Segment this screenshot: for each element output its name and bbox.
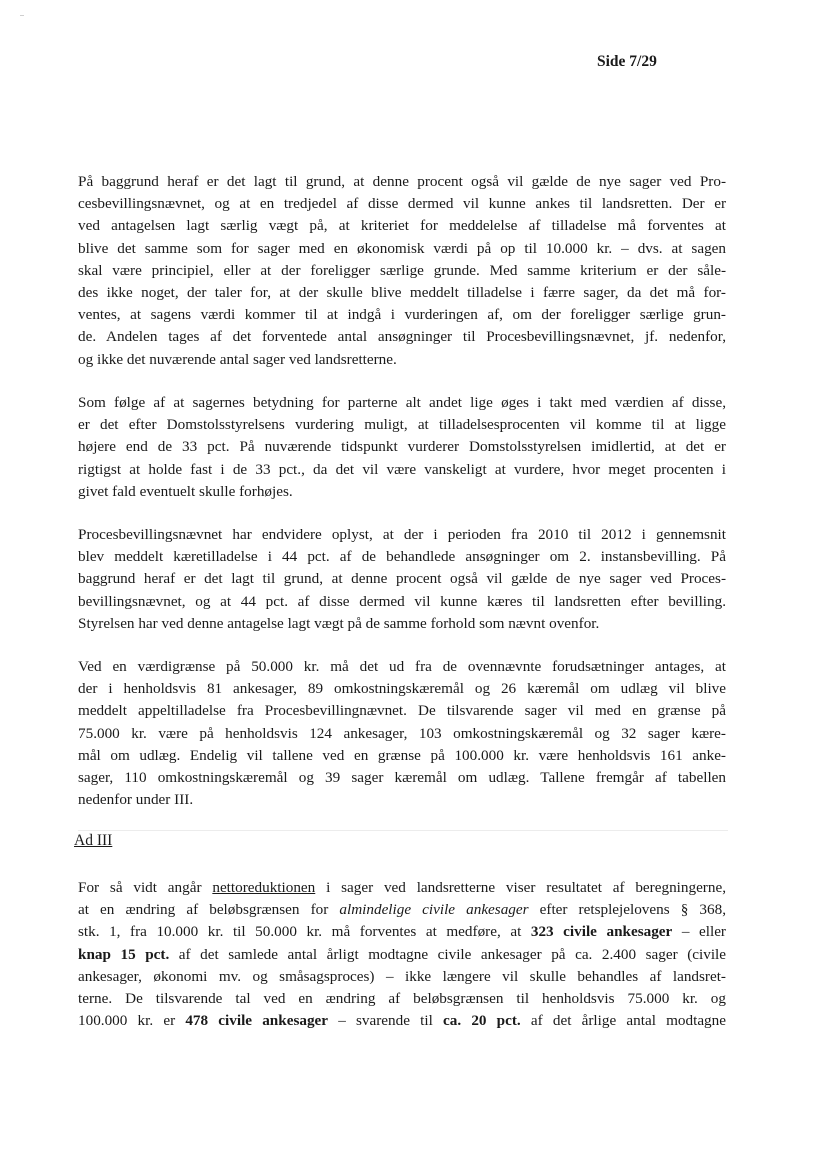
- text-line: [78, 1010, 726, 1032]
- text-line: rigtigst at holde fast i de 33 pct., da det vil være vanskeligt at vurdere, hvor meget procenten i: [78, 460, 726, 478]
- text-line: [78, 899, 726, 921]
- paragraph-3: [78, 524, 726, 635]
- bold-figure: 323 civile ankesager: [530, 923, 673, 941]
- text-run: at en ændring af beløbsgrænsen for: [78, 901, 340, 919]
- text-line: ved antagelsen lagt særlig vægt på, at kriteriet for meddelelse af tilladelse må forventes at: [78, 217, 726, 235]
- paragraph-4: [78, 656, 726, 811]
- paragraph-2: [78, 392, 726, 503]
- text-line: og ikke det nuværende antal sager ved landsretterne.: [78, 350, 397, 368]
- text-line: [78, 877, 726, 899]
- underlined-term: nettoreduktionen: [212, 879, 316, 896]
- text-line: de. Andelen tages af det forventede antal ansøgninger til Procesbevillingsnævnet, jf. nedenfor,: [78, 328, 726, 346]
- text-line: [78, 921, 726, 943]
- section-heading: Ad III: [74, 832, 113, 849]
- text-line: blive det samme som for sager med en økonomisk værdi på op til 10.000 kr. – dvs. at sagen: [78, 239, 726, 257]
- text-line: ankesager, økonomi mv. og småsagsproces) – ikke længere vil skulle behandles af landsret-: [78, 967, 726, 985]
- bold-figure: 478 civile ankesager: [185, 1012, 329, 1030]
- text-line: Procesbevillingsnævnet har endvidere oplyst, at der i perioden fra 2010 til 2012 i gennemsnit: [78, 526, 726, 543]
- text-line: blev meddelt kæretilladelse i 44 pct. af de behandlede ansøgninger om 2. instansbevilling. På: [78, 548, 726, 566]
- text-line: givet fald eventuelt skulle forhøjes.: [78, 482, 293, 500]
- text-line: På baggrund heraf er det lagt til grund, at denne procent også vil gælde de nye sager ved Pro-: [78, 173, 726, 190]
- text-line: Styrelsen har ved denne antagelse lagt vægt på de samme forhold som nævnt ovenfor.: [78, 614, 600, 632]
- text-line: [78, 944, 726, 966]
- text-line: baggrund heraf er det lagt til grund, at denne procent også vil gælde de nye sager ved Proces-: [78, 570, 726, 588]
- text-line: cesbevillingsnævnet, og at en tredjedel af disse dermed vil kunne ankes til landsretten. Der er: [78, 195, 726, 213]
- text-run: 100.000 kr. er: [78, 1012, 186, 1030]
- text-line: des ikke noget, der taler for, at der skulle blive meddelt tilladelse i færre sager, da det må for-: [78, 284, 726, 302]
- text-line: ventes, at sagens værdi kommer til at indgå i vurderingen af, om der foreligger særlige grun-: [78, 306, 726, 324]
- text-line: Som følge af at sagernes betydning for parterne alt andet lige øges i takt med værdien af disse,: [78, 394, 726, 411]
- text-line: er det efter Domstolsstyrelsens vurdering muligt, at tilladelsesprocenten vil komme til at ligge: [78, 416, 726, 434]
- text-line: Ved en værdigrænse på 50.000 kr. må det ud fra de ovennævnte forudsætninger antages, at: [78, 658, 726, 675]
- text-line: nedenfor under III.: [78, 791, 194, 809]
- divider: [78, 830, 728, 831]
- text-line: sager, 110 omkostningskæremål og 39 sager kæremål om udlæg. Tallene fremgår af tabellen: [78, 769, 726, 787]
- paragraph-5: [78, 877, 726, 1032]
- text-run: i sager ved landsretterne viser resultatet af beregningerne,: [315, 879, 726, 896]
- scan-mark: [20, 15, 24, 16]
- bold-figure: knap 15 pct.: [78, 945, 170, 963]
- text-line: meddelt appeltilladelse fra Procesbevillingnævnet. De tilsvarende sager vil med en grænse på: [78, 702, 726, 720]
- text-run: af det samlede antal årligt modtagne civile ankesager på ca. 2.400 sager (civile: [169, 945, 726, 963]
- text-line: terne. De tilsvarende tal ved en ændring af beløbsgrænsen til henholdsvis 75.000 kr. og: [78, 990, 726, 1008]
- page-number: Side 7/29: [597, 53, 657, 70]
- text-run: af det årlige antal modtagne: [520, 1012, 726, 1030]
- italic-term: almindelige civile ankesager: [339, 901, 529, 919]
- text-line: 75.000 kr. være på henholdsvis 124 ankesager, 103 omkostningskæremål og 32 sager kære-: [78, 724, 726, 742]
- text-run: stk. 1, fra 10.000 kr. til 50.000 kr. må forventes at medføre, at: [78, 923, 531, 941]
- text-line: højere end de 33 pct. På nuværende tidspunkt vurderer Domstolsstyrelsen imidlertid, at det er: [78, 438, 726, 456]
- text-line: skal være principiel, eller at der foreligger særlige grunde. Med samme kriterium er der såle-: [78, 261, 726, 279]
- text-run: – svarende til: [328, 1012, 443, 1030]
- bold-figure: ca. 20 pct.: [443, 1012, 521, 1030]
- text-run: – eller: [672, 923, 726, 941]
- text-line: bevillingsnævnet, og at 44 pct. af disse dermed vil kunne kæres til landsretten efter bevilling.: [78, 592, 726, 610]
- paragraph-1: [78, 171, 726, 371]
- text-run: For så vidt angår: [78, 879, 213, 896]
- text-line: der i henholdsvis 81 ankesager, 89 omkostningskæremål og 26 kæremål om udlæg vil blive: [78, 680, 726, 698]
- text-line: mål om udlæg. Endelig vil tallene ved en grænse på 100.000 kr. være henholdsvis 161 anke-: [78, 746, 726, 764]
- text-run: efter retsplejelovens § 368,: [528, 901, 726, 919]
